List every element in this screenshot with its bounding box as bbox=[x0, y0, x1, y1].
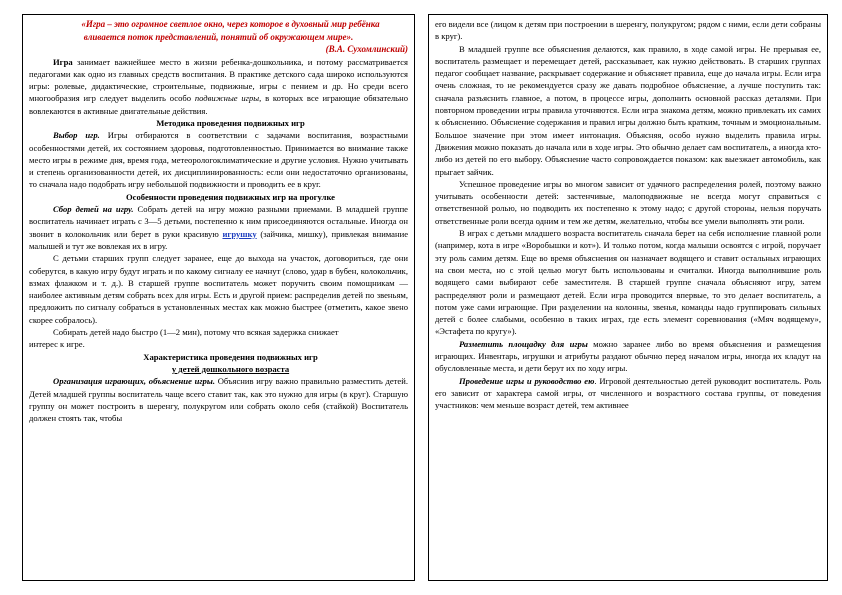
roles-paragraph: Успешное проведение игры во многом зависит от удачного распределения ролей, поэтому важно учитывать особенности детей: застенчивые, малоподвижные не всегда могут справиться с ответственной ролью, но подводить их постепенно к этому надо; с другой стороны, нельзя поручать ответственные роли всегда одним и тем же детям, желательно, чтобы все умели выполнять эти роли. bbox=[435, 178, 821, 226]
young-games-paragraph: В играх с детьми младшего возраста воспитатель сначала берет на себя исполнение главной роли (например, кота в игре «Воробышки и кот»). И только потом, когда малыши освоятся с игрой, поручает эту роль самим детям. Еще во время объяснения он назначает водящего и ставит остальных играющих на свои места, но с этой целью могут быть использованы и считалки. Иногда выполнившие роль водящего сами выбирают себе заместителя. В старшей группе сначала объясняют игру, затем распределяют роли и размещают детей. Если игра проводится впервые, то это делает воспитатель, а потом уже сами играющие. При разделении на колонны, звенья, команды надо группировать сильных детей с более слабыми, особенно в таких играх, где есть элемент соревнования («Мяч водящему», «Эстафета по кругу»). bbox=[435, 228, 821, 337]
gather-text-b: (зайчика, мишку), привлекая внимание малышей и тут же вовлекая их в игру. bbox=[29, 228, 409, 251]
gather-paragraph bbox=[29, 203, 408, 252]
heading-walk: Особенности проведения подвижных игр на прогулке bbox=[126, 191, 335, 202]
junior-paragraph: В младшей группе все объяснения делаются, как правило, в ходе самой игры. Не прерывая ее, воспитатель размещает и перемещает детей, рассказывает, как нужно действовать. В старших группах педагог сообщает название, раскрывает содержание и объясняет правила, еще до начала игры. Если игра очень сложная, то не рекомендуется сразу же давать подробное объяснение, а лучше поступить так: сначала разъяснить главное, а потом, в процессе игры, дополнить основной рассказ деталями. При повторном проведении игры правила уточняются. Если игра знакома детям, можно привлекать их самих к объяснению. Объяснение содержания и правил игры должно быть кратким, точным и эмоциональным. Большое значение при этом имеет интонация. Объясняя, особо нужно выделить правила игры. Движения можно показать до начала или в ходе игры. Это обычно делает сам воспитатель, а иногда кто-либо из детей по его выбору. Объяснение часто сопровождается показом: как выезжает автомобиль, как прыгает зайчик. bbox=[435, 43, 821, 177]
place-text: можно заранее либо во время объяснения и размещения играющих. Инвентарь, игрушки и атрибуты раздают обычно перед началом игры, иногда их кладут на обусловленные места, и дети берут их по ходу игры. bbox=[435, 338, 821, 374]
gather-lead: Сбор детей на игру. bbox=[53, 204, 134, 215]
choice-lead: Выбор игр. bbox=[53, 130, 100, 141]
heading-char-1: Характеристика проведения подвижных игр bbox=[143, 351, 318, 362]
organize-paragraph bbox=[29, 375, 408, 424]
place-paragraph bbox=[435, 338, 821, 375]
epigraph-quote-line1: «Игра – это огромное светлое окно, через которое в духовный мир ребёнка bbox=[81, 19, 380, 29]
older-paragraph: С детьми старших групп следует заранее, еще до выхода на участок, договориться, где они соберутся, в какую игру будут играть и по какому сигналу ее начнут (слово, удар в бубен, колокольчик, взмах флажком и т. д.). В старшей группе воспитатель может поручить своим помощникам — наиболее активным детям собрать всех для игры. Есть и другой прием: распределив детей по звеньям, предложить по сигналу собраться в установленных местах как можно быстрее (отметить, какое звено скорее собралось). bbox=[29, 253, 408, 325]
epigraph-quote bbox=[29, 18, 408, 43]
intro-paragraph bbox=[29, 56, 408, 117]
organize-text: Объяснив игру важно правильно разместить детей. Детей младшей группы воспитатель чаще всего ставит так, как это нужно для игры (в круг). Старшую группу он может построить в шеренгу, полукругом или собрать около себя (стайкой) Воспитатель должен стоять так, чтобы bbox=[29, 376, 408, 424]
choice-text: Игры отбираются в соответствии с задачами воспитания, возрастными особенностями детей, их состоянием здоровья, подготовленностью. Принимается во внимание также место игры в режиме дня, время года, метеорологоклиматические и другие условия. Нужно учитывать и степень организованности детей, их дисциплинированность: если они недостаточно организованы, то сначала надо подобрать игру небольшой подвижности и проводить ее в круг. bbox=[29, 130, 408, 190]
lead-game-paragraph bbox=[435, 375, 821, 412]
quick-text-a: Собирать детей надо быстро (1—2 мин), потому что всякая задержка снижает bbox=[53, 327, 339, 338]
intro-emphasis: подвижные игры bbox=[194, 93, 260, 104]
continuation-paragraph: его видели все (лицом к детям при построении в шеренгу, полукругом; рядом с ними, если дети собраны в круг). bbox=[435, 19, 821, 42]
heading-char-2: у детей дошкольного возраста bbox=[171, 363, 290, 374]
choice-paragraph bbox=[29, 129, 408, 190]
epigraph-quote-line2: вливается поток представлений, понятий об окружающем мире». bbox=[83, 31, 354, 42]
heading-method: Методика проведения подвижных игр bbox=[156, 117, 305, 128]
organize-lead: Организация играющих, объяснение игры. bbox=[53, 376, 215, 387]
place-lead: Разметить площадку для игры bbox=[459, 338, 588, 349]
intro-lead: Игра bbox=[53, 56, 73, 67]
epigraph-author: (В.А. Сухомлинский) bbox=[325, 44, 408, 54]
intro-text-b: , в которых все играющие обязательно вовлекаются в активные двигательные действия. bbox=[29, 93, 409, 116]
quick-paragraph bbox=[29, 326, 408, 351]
lead-game-text: . Игровой деятельностью детей руководит воспитатель. Роль его зависит от характера самой игры, от численного и возрастного состава группы, от поведения участников: чем меньше возраст детей, тем активнее bbox=[435, 375, 822, 411]
lead-game-lead: Проведение игры и руководство ею bbox=[459, 375, 595, 386]
toy-link[interactable]: игрушку bbox=[222, 228, 257, 239]
gather-text-a: Собрать детей на игру можно разными приемами. В младшей группе воспитатель начинает играть с 3—5 детьми, постепенно к ним присоединяются остальные. Иногда он звонит в колокольчик или берет в руки красивую bbox=[29, 204, 408, 239]
left-column bbox=[22, 14, 415, 581]
quick-text-b: интерес к игре. bbox=[29, 339, 85, 350]
right-column bbox=[428, 14, 828, 581]
intro-text-a: занимает важнейшее место в жизни ребенка-дошкольника, и потому рассматривается педагогами как одно из главных средств воспитания. В практике детского сада широко используются игры: ролевые, дидактические, строительные, подвижные, игры с пением и др. Но среди всего многообразия игр следует выделить особо bbox=[29, 56, 408, 104]
